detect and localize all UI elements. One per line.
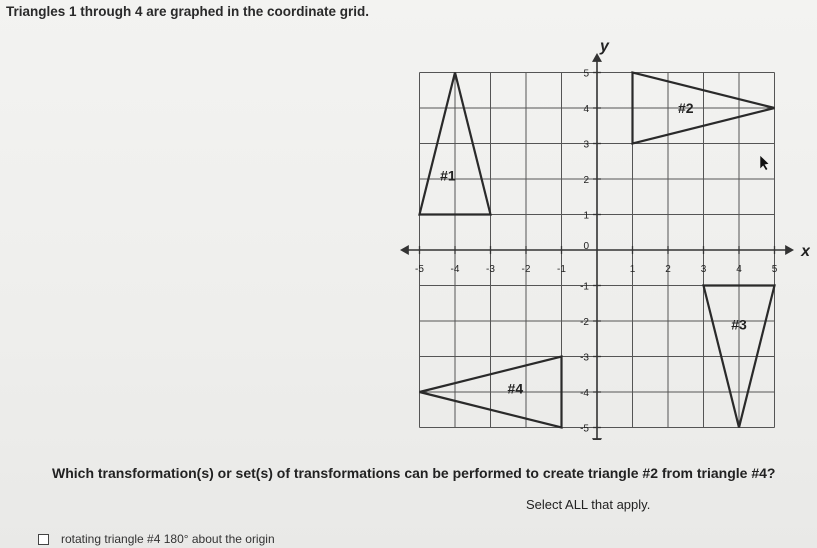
y-tick-label: 4 [583,104,589,115]
x-tick-label: 1 [629,264,636,275]
instruction-text: Select ALL that apply. [526,497,651,512]
mouse-cursor-icon [760,156,768,170]
triangle-label: #2 [677,100,694,116]
x-axis-arrow-left-icon [400,245,409,255]
triangle-label: #3 [731,316,747,333]
x-tick-label: 2 [665,264,671,275]
y-tick-label: 1 [583,210,589,222]
option-rotate-180[interactable] [38,532,275,546]
y-tick-label: -4 [580,388,589,399]
triangle-label: #1 [440,167,456,184]
y-axis-label: y [600,40,609,56]
triangle-label: #4 [507,380,524,397]
x-tick-label: 4 [736,264,742,275]
x-tick-label: -3 [486,264,495,275]
y-tick-label: -5 [580,423,589,435]
option-label: rotating triangle #4 180° about the origin [61,532,275,546]
x-tick-label: -5 [415,264,424,275]
x-tick-label: -4 [450,264,460,275]
intro-text: Triangles 1 through 4 are graphed in the coordinate grid. [6,4,370,19]
coordinate-grid [400,40,810,440]
origin-label: 0 [583,241,589,252]
x-tick-label: 3 [700,264,707,275]
question-text: Which transformation(s) or set(s) of transformations can be performed to create triangle #2 from triangle #4? [52,465,776,481]
y-tick-label: -1 [580,281,589,293]
y-axis-arrow-down-icon [592,438,602,440]
x-axis-arrow-right-icon [785,245,794,255]
y-tick-label: 2 [583,175,589,186]
x-tick-label: -1 [557,264,566,275]
y-tick-label: 3 [583,139,589,151]
option-checkbox[interactable] [38,534,49,545]
x-tick-label: -2 [521,264,531,275]
y-tick-label: -2 [580,317,589,328]
x-axis-label: x [801,243,810,260]
x-tick-label: 5 [771,264,778,275]
y-tick-label: -3 [580,352,589,364]
y-tick-label: 5 [583,68,589,80]
